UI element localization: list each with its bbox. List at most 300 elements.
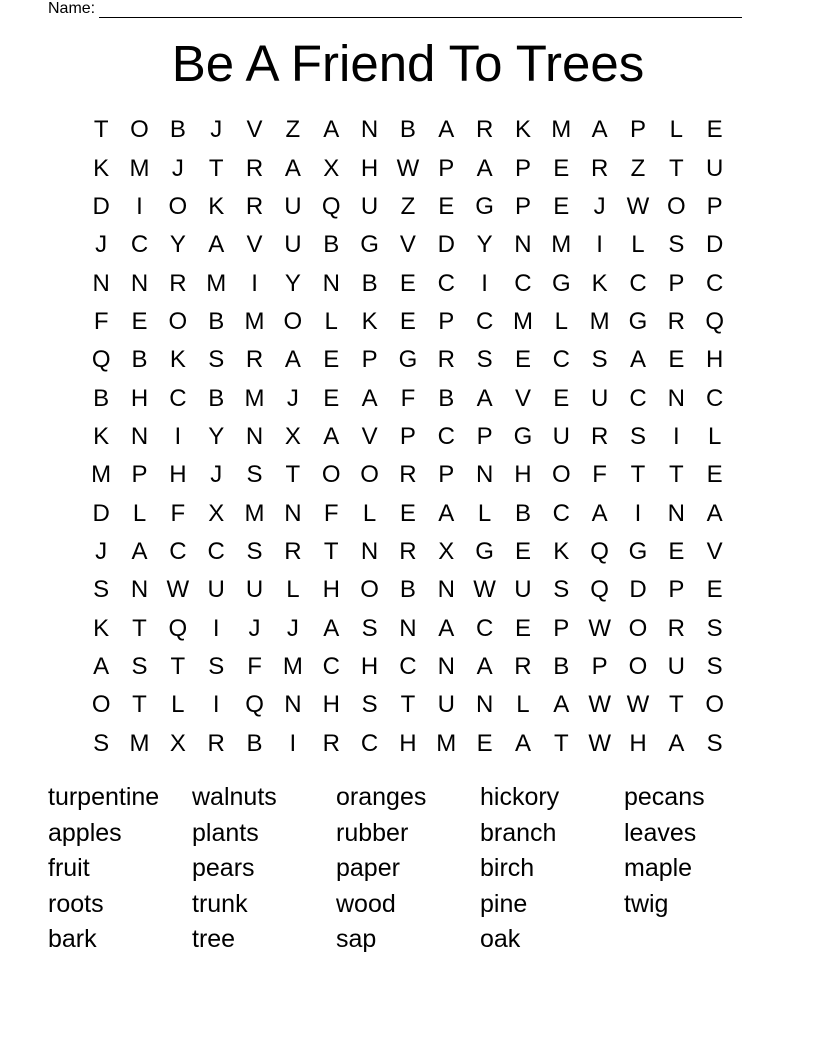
grid-letter: C: [437, 269, 455, 297]
grid-letter: Y: [476, 231, 493, 259]
grid-letter: S: [476, 346, 493, 374]
grid-letter: C: [360, 729, 379, 757]
grid-letter: S: [93, 729, 110, 757]
grid-letter: O: [628, 614, 648, 642]
grid-letter: J: [210, 116, 223, 144]
grid-letter: G: [628, 537, 648, 565]
grid-letter: G: [513, 422, 533, 450]
grid-letter: D: [92, 192, 110, 220]
grid-letter: E: [514, 537, 531, 565]
grid-letter: C: [399, 652, 417, 680]
letter-grid: [82, 111, 734, 763]
grid-letter: A: [131, 537, 148, 565]
grid-letter: A: [438, 614, 455, 642]
grid-letter: N: [475, 691, 494, 719]
word-list-item: bark: [48, 925, 97, 953]
grid-letter: M: [436, 729, 457, 757]
grid-letter: U: [667, 652, 685, 680]
grid-letter: P: [361, 346, 378, 374]
grid-letter: P: [668, 269, 685, 297]
grid-letter: S: [706, 652, 723, 680]
grid-letter: P: [591, 652, 608, 680]
grid-letter: T: [132, 614, 147, 642]
grid-letter: I: [212, 691, 220, 719]
grid-letter: E: [668, 346, 685, 374]
grid-letter: R: [322, 729, 340, 757]
grid-letter: K: [93, 154, 110, 182]
grid-letter: V: [246, 116, 263, 144]
grid-letter: N: [667, 499, 685, 527]
grid-letter: M: [91, 461, 112, 489]
grid-letter: R: [245, 192, 264, 220]
grid-letter: I: [672, 422, 680, 450]
grid-letter: T: [668, 461, 684, 489]
grid-letter: R: [475, 116, 494, 144]
grid-letter: R: [399, 461, 417, 489]
grid-letter: A: [284, 346, 301, 374]
grid-letter: K: [93, 422, 110, 450]
grid-letter: M: [244, 499, 265, 527]
grid-letter: R: [437, 346, 455, 374]
grid-letter: N: [284, 691, 302, 719]
grid-letter: H: [360, 154, 379, 182]
grid-letter: C: [552, 346, 570, 374]
grid-letter: P: [438, 154, 455, 182]
grid-letter: G: [360, 231, 379, 259]
grid-letter: R: [207, 729, 225, 757]
grid-letter: A: [476, 154, 493, 182]
grid-letter: P: [399, 422, 416, 450]
grid-letter: U: [245, 576, 264, 604]
grid-letter: P: [514, 154, 531, 182]
grid-letter: N: [245, 422, 264, 450]
grid-letter: P: [706, 192, 723, 220]
grid-letter: G: [628, 307, 648, 335]
grid-letter: U: [552, 422, 570, 450]
grid-letter: N: [284, 499, 302, 527]
grid-letter: B: [399, 576, 416, 604]
grid-letter: G: [475, 192, 494, 220]
grid-letter: U: [360, 192, 379, 220]
grid-letter: N: [360, 116, 379, 144]
grid-letter: D: [437, 231, 455, 259]
grid-letter: P: [553, 614, 570, 642]
grid-letter: S: [629, 422, 646, 450]
grid-letter: V: [514, 384, 531, 412]
word-list-item: wood: [336, 889, 396, 918]
grid-letter: D: [92, 499, 110, 527]
word-list-item: birch: [480, 854, 535, 882]
grid-letter: G: [398, 346, 418, 374]
grid-letter: W: [588, 729, 611, 757]
grid-letter: N: [437, 576, 455, 604]
grid-letter: Z: [400, 192, 416, 220]
grid-letter: H: [360, 652, 379, 680]
name-blank-line: [99, 3, 742, 18]
grid-letter: E: [553, 192, 570, 220]
grid-letter: F: [323, 499, 339, 527]
grid-letter: A: [361, 384, 378, 412]
grid-letter: U: [590, 384, 609, 412]
grid-letter: T: [323, 537, 339, 565]
grid-letter: K: [553, 537, 570, 565]
grid-letter: O: [628, 652, 648, 680]
grid-letter: M: [129, 154, 150, 182]
grid-letter: R: [514, 652, 532, 680]
grid-letter: N: [130, 576, 149, 604]
word-list-item: oranges: [336, 783, 427, 811]
grid-letter: T: [208, 154, 224, 182]
grid-letter: A: [438, 499, 455, 527]
grid-letter: C: [475, 614, 494, 642]
grid-letter: H: [322, 576, 340, 604]
grid-letter: R: [399, 537, 417, 565]
word-list-item: fruit: [48, 854, 90, 882]
grid-letter: S: [246, 461, 263, 489]
grid-letter: S: [208, 652, 225, 680]
grid-letter: Y: [169, 231, 186, 259]
grid-letter: M: [244, 307, 265, 335]
grid-letter: M: [206, 269, 227, 297]
grid-letter: I: [289, 729, 297, 757]
grid-letter: F: [592, 461, 607, 489]
grid-letter: P: [476, 422, 493, 450]
grid-letter: V: [706, 537, 723, 565]
word-list-item: leaves: [624, 818, 697, 847]
grid-letter: N: [437, 652, 455, 680]
grid-letter: O: [321, 461, 341, 489]
grid-letter: S: [131, 652, 148, 680]
grid-letter: A: [514, 729, 531, 757]
grid-letter: Q: [91, 346, 111, 374]
grid-letter: C: [322, 652, 340, 680]
word-list-item: tree: [192, 925, 236, 953]
grid-letter: S: [246, 537, 263, 565]
grid-letter: I: [481, 269, 488, 297]
grid-letter: O: [666, 192, 686, 220]
grid-letter: I: [212, 614, 220, 642]
grid-letter: E: [553, 154, 570, 182]
grid-letter: C: [629, 269, 647, 297]
grid-letter: N: [130, 422, 149, 450]
grid-letter: M: [589, 307, 610, 335]
grid-letter: V: [361, 422, 378, 450]
grid-letter: W: [626, 691, 650, 719]
grid-letter: L: [132, 499, 147, 527]
grid-letter: K: [208, 192, 225, 220]
grid-letter: Y: [284, 269, 301, 297]
grid-letter: B: [399, 116, 416, 144]
grid-letter: K: [361, 307, 378, 335]
grid-letter: I: [174, 422, 182, 450]
grid-letter: U: [207, 576, 225, 604]
word-list-item: rubber: [336, 818, 409, 847]
grid-letter: S: [706, 614, 723, 642]
grid-letter: E: [706, 461, 723, 489]
grid-letter: H: [514, 461, 532, 489]
grid-letter: N: [514, 231, 532, 259]
grid-letter: A: [591, 116, 608, 144]
grid-letter: J: [248, 614, 261, 642]
grid-letter: A: [284, 154, 301, 182]
grid-letter: O: [130, 116, 149, 144]
grid-letter: S: [361, 614, 378, 642]
word-list-item: hickory: [480, 783, 560, 811]
grid-letter: O: [91, 691, 111, 719]
grid-letter: E: [706, 576, 723, 604]
grid-letter: Z: [630, 154, 646, 182]
grid-letter: L: [171, 691, 185, 719]
grid-letter: T: [93, 116, 109, 144]
grid-letter: W: [396, 154, 420, 182]
grid-letter: A: [323, 422, 340, 450]
name-field: [48, 0, 742, 18]
grid-letter: G: [551, 269, 571, 297]
grid-letter: D: [706, 231, 724, 259]
grid-letter: T: [285, 461, 301, 489]
grid-letter: T: [553, 729, 569, 757]
grid-letter: B: [514, 499, 531, 527]
grid-letter: A: [323, 614, 340, 642]
grid-letter: N: [322, 269, 340, 297]
grid-letter: I: [596, 231, 603, 259]
grid-letter: N: [399, 614, 417, 642]
grid-letter: C: [130, 231, 149, 259]
grid-letter: T: [132, 691, 147, 719]
grid-letter: W: [588, 614, 611, 642]
grid-letter: E: [438, 192, 455, 220]
word-list-item: turpentine: [48, 783, 160, 811]
grid-letter: J: [593, 192, 606, 220]
grid-letter: L: [669, 116, 683, 144]
grid-letter: G: [475, 537, 494, 565]
word-list-item: paper: [336, 854, 400, 882]
word-list-item: pears: [192, 854, 255, 882]
word-list-item: maple: [624, 854, 693, 882]
grid-letter: T: [668, 154, 684, 182]
grid-letter: H: [169, 461, 187, 489]
grid-letter: M: [129, 729, 150, 757]
grid-letter: R: [667, 307, 685, 335]
grid-letter: R: [245, 154, 264, 182]
grid-letter: X: [284, 422, 301, 450]
grid-letter: F: [247, 652, 262, 680]
grid-letter: H: [629, 729, 647, 757]
grid-letter: C: [629, 384, 647, 412]
grid-letter: F: [170, 499, 186, 527]
grid-letter: L: [707, 422, 722, 450]
word-list-item: pecans: [624, 783, 705, 811]
grid-letter: R: [590, 422, 609, 450]
grid-letter: N: [667, 384, 685, 412]
grid-letter: E: [323, 384, 340, 412]
grid-letter: B: [438, 384, 455, 412]
grid-letter: B: [361, 269, 378, 297]
grid-letter: C: [475, 307, 494, 335]
grid-letter: A: [476, 384, 493, 412]
grid-letter: C: [169, 537, 187, 565]
grid-letter: N: [360, 537, 379, 565]
word-list: [48, 779, 768, 957]
grid-letter: O: [168, 192, 188, 220]
grid-letter: B: [131, 346, 148, 374]
grid-letter: E: [399, 269, 416, 297]
grid-letter: F: [93, 307, 109, 335]
grid-letter: L: [324, 307, 338, 335]
grid-letter: L: [362, 499, 377, 527]
grid-letter: B: [246, 729, 263, 757]
grid-letter: A: [668, 729, 685, 757]
grid-letter: W: [626, 192, 650, 220]
grid-letter: S: [208, 346, 225, 374]
grid-letter: A: [706, 499, 723, 527]
grid-letter: B: [93, 384, 110, 412]
grid-letter: L: [554, 307, 568, 335]
grid-letter: X: [169, 729, 186, 757]
grid-letter: E: [399, 499, 416, 527]
grid-letter: U: [706, 154, 724, 182]
word-list-item: trunk: [192, 889, 248, 918]
grid-letter: Q: [590, 537, 609, 565]
grid-letter: E: [668, 537, 685, 565]
grid-letter: P: [668, 576, 685, 604]
grid-letter: Q: [245, 691, 264, 719]
grid-letter: E: [323, 346, 340, 374]
grid-letter: S: [668, 231, 685, 259]
grid-letter: Q: [321, 192, 341, 220]
grid-letter: M: [512, 307, 533, 335]
grid-letter: A: [93, 652, 110, 680]
word-list-item: sap: [336, 925, 377, 953]
word-list-item: pine: [480, 889, 528, 918]
grid-letter: R: [667, 614, 685, 642]
grid-letter: N: [92, 269, 110, 297]
grid-letter: D: [629, 576, 647, 604]
grid-letter: A: [323, 116, 340, 144]
grid-letter: U: [514, 576, 532, 604]
grid-letter: O: [360, 461, 379, 489]
grid-letter: T: [668, 691, 684, 719]
word-list-item: walnuts: [192, 783, 277, 811]
grid-letter: T: [170, 652, 186, 680]
grid-letter: C: [169, 384, 187, 412]
word-list-item: apples: [48, 818, 122, 847]
grid-letter: R: [245, 346, 264, 374]
grid-letter: W: [166, 576, 190, 604]
grid-letter: Q: [590, 576, 609, 604]
grid-letter: M: [282, 652, 303, 680]
grid-letter: S: [93, 576, 110, 604]
grid-letter: S: [706, 729, 723, 757]
word-list-item: twig: [624, 889, 669, 918]
word-list-item: plants: [192, 818, 259, 847]
grid-letter: S: [361, 691, 378, 719]
grid-letter: L: [516, 691, 530, 719]
grid-letter: Y: [208, 422, 225, 450]
grid-letter: H: [322, 691, 340, 719]
grid-letter: J: [171, 154, 184, 182]
grid-letter: S: [591, 346, 608, 374]
grid-letter: B: [323, 231, 340, 259]
grid-letter: P: [514, 192, 531, 220]
grid-letter: B: [553, 652, 570, 680]
grid-letter: E: [514, 346, 531, 374]
grid-letter: I: [136, 192, 143, 220]
grid-letter: E: [399, 307, 416, 335]
grid-letter: K: [514, 116, 531, 144]
grid-letter: P: [438, 307, 455, 335]
grid-letter: C: [514, 269, 532, 297]
grid-letter: A: [553, 691, 570, 719]
grid-letter: A: [476, 652, 493, 680]
grid-letter: H: [130, 384, 149, 412]
grid-letter: E: [514, 614, 531, 642]
grid-letter: B: [169, 116, 186, 144]
grid-letter: O: [360, 576, 379, 604]
grid-letter: C: [207, 537, 225, 565]
puzzle-title: Be A Friend To Trees: [171, 35, 645, 92]
grid-letter: R: [590, 154, 609, 182]
grid-letter: E: [706, 116, 723, 144]
grid-letter: A: [591, 499, 608, 527]
grid-letter: C: [437, 422, 455, 450]
grid-letter: S: [553, 576, 570, 604]
grid-letter: L: [286, 576, 300, 604]
grid-letter: L: [631, 231, 645, 259]
grid-letter: N: [475, 461, 494, 489]
grid-letter: J: [210, 461, 223, 489]
grid-letter: W: [473, 576, 496, 604]
grid-letter: B: [208, 384, 225, 412]
grid-letter: J: [286, 384, 299, 412]
grid-letter: J: [95, 231, 108, 259]
grid-letter: M: [551, 231, 572, 259]
grid-letter: Q: [168, 614, 188, 642]
grid-letter: Q: [705, 307, 724, 335]
word-list-item: roots: [48, 889, 104, 918]
grid-letter: K: [169, 346, 186, 374]
grid-letter: U: [284, 192, 302, 220]
grid-letter: V: [399, 231, 416, 259]
grid-letter: N: [130, 269, 149, 297]
grid-letter: P: [131, 461, 148, 489]
grid-letter: T: [400, 691, 416, 719]
grid-letter: T: [630, 461, 646, 489]
grid-letter: O: [551, 461, 571, 489]
grid-letter: P: [629, 116, 646, 144]
grid-letter: H: [706, 346, 724, 374]
grid-letter: O: [168, 307, 188, 335]
grid-letter: R: [169, 269, 187, 297]
grid-letter: C: [706, 384, 724, 412]
grid-letter: E: [553, 384, 570, 412]
grid-letter: O: [283, 307, 303, 335]
grid-letter: U: [437, 691, 455, 719]
grid-letter: H: [399, 729, 417, 757]
grid-letter: J: [286, 614, 299, 642]
grid-letter: X: [438, 537, 455, 565]
word-list-item: oak: [480, 925, 521, 953]
grid-letter: M: [551, 116, 572, 144]
grid-letter: V: [246, 231, 263, 259]
grid-letter: A: [208, 231, 225, 259]
grid-letter: J: [95, 537, 108, 565]
name-label: Name:: [48, 0, 96, 17]
grid-letter: F: [400, 384, 416, 412]
grid-letter: O: [705, 691, 724, 719]
word-list-item: branch: [480, 818, 557, 847]
grid-letter: P: [438, 461, 455, 489]
